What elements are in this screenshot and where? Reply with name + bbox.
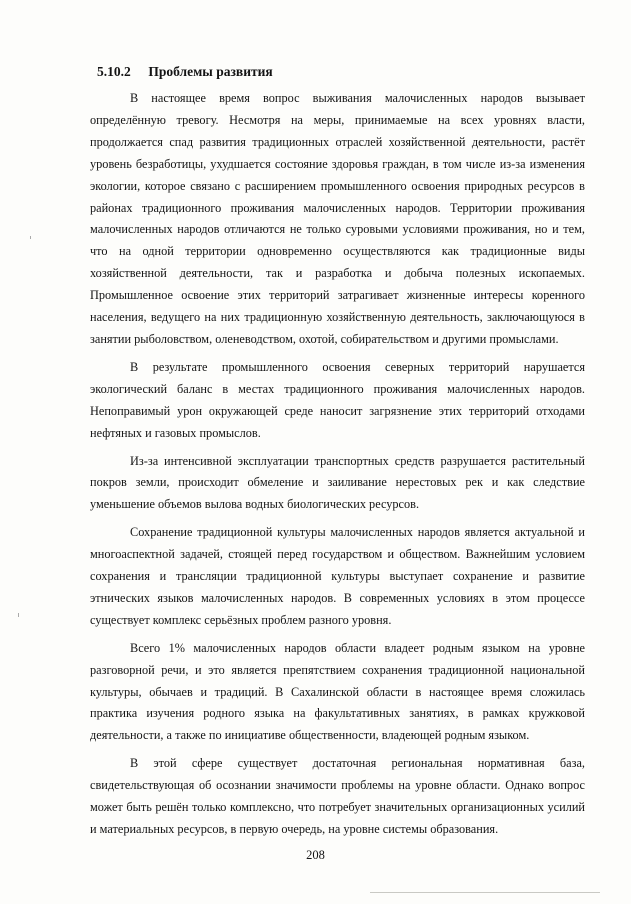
page-number: 208 <box>306 848 325 862</box>
scan-speck <box>30 236 31 239</box>
paragraph: В результате промышленного освоения северных территорий нарушается экологический баланс в местах традиционного проживания малочисленных народов. Непоправимый урон окружающей среде наносит загрязнение этих территорий отходами нефтяных и газовых промыслов. <box>90 359 585 440</box>
scan-speck <box>18 613 19 617</box>
section-number: 5.10.2 <box>97 64 131 79</box>
paragraph: Из-за интенсивной эксплуатации транспортных средств разрушается растительный покров земли, происходит обмеление и заиливание нерестовых рек и как следствие уменьшение объемов вылова водных биологических ресурсов. <box>90 453 585 512</box>
section-title: Проблемы развития <box>148 64 273 79</box>
section-heading <box>97 63 273 81</box>
paragraph: В настоящее время вопрос выживания малочисленных народов вызывает определённую тревогу. Несмотря на меры, принимаемые на всех уровнях власти, продолжается спад развития традиционных отраслей хозяйственной деятельности, растёт уровень безработицы, ухудшается состояние здоровья граждан, в том числе из-за изменения экологии, которое связано с расширением промышленного освоения природных ресурсов в районах традиционного проживания малочисленных народов. Территории проживания малочисленных народов отличаются не только суровыми условиями проживания, но и тем, что на одной территории одновременно осуществляются как традиционные виды хозяйственной деятельности, так и разработка и добыча полезных ископаемых. Промышленное освоение этих территорий затрагивает жизненные интересы коренного населения, ведущего на них традиционную хозяйственную деятельность, заключающуюся в занятии рыболовством, оленеводством, охотой, собирательством и другими промыслами. <box>90 91 585 346</box>
scan-edge-line <box>370 892 600 893</box>
paragraph: Всего 1% малочисленных народов области владеет родным языком на уровне разговорной речи, и это является препятствием сохранения традиционной национальной культуры, обычаев и традиций. В Сахалинской области в настоящее время сложилась практика изучения родного языка на факультативных занятиях, в рамках кружковой деятельности, а также по инициативе общественности, владеющей родным языком. <box>90 640 585 743</box>
paragraph: Сохранение традиционной культуры малочисленных народов является актуальной и многоаспектной задачей, стоящей перед государством и обществом. Важнейшим условием сохранения и трансляции традиционной культуры выступает сохранение и развитие этнических языков малочисленных народов. В современных условиях в этом процессе существует комплекс серьёзных проблем разного уровня. <box>90 525 585 627</box>
paragraph: В этой сфере существует достаточная региональная нормативная база, свидетельствующая об осознании значимости проблемы на уровне области. Однако вопрос может быть решён только комплексно, что потребует значительных организационных усилий и материальных ресурсов, в первую очередь, на уровне системы образования. <box>90 756 585 836</box>
body-text <box>90 88 585 847</box>
